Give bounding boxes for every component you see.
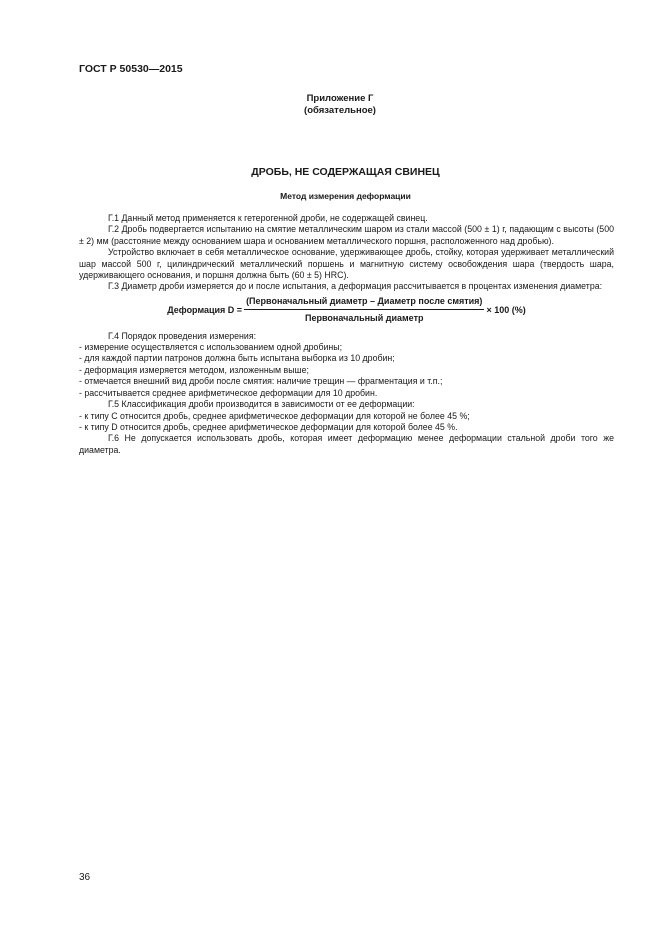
paragraph-device: Устройство включает в себя металлическое основание, удерживающее дробь, стойку, которая удерживает металлический шар массой 500 г, цилиндрический металлический поршень и магнитную систему освобождения шара (твердость шара, удерживающего основания, и поршня должна быть (60 ± 5) HRC). xyxy=(79,247,614,281)
appendix-heading xyxy=(19,93,661,117)
appendix-label: Приложение Г xyxy=(306,93,374,104)
page-number: 36 xyxy=(79,872,91,883)
list-item: - к типу D относится дробь, среднее арифметическое деформации для которой более 45 %. xyxy=(79,421,458,432)
document-body xyxy=(79,213,614,456)
appendix-status: (обязательное) xyxy=(304,105,376,116)
list-item: - для каждой партии патронов должна быть испытана выборка из 10 дробин; xyxy=(79,353,395,364)
paragraph-g6: Г.6 Не допускается использовать дробь, которая имеет деформацию менее деформации стальной дроби того же диаметра. xyxy=(79,433,614,455)
paragraph-g1: Г.1 Данный метод применяется к гетерогенной дроби, не содержащей свинец. xyxy=(108,213,428,223)
list-item: - рассчитывается среднее арифметическое деформации для 10 дробин. xyxy=(79,387,378,398)
formula-numerator: (Первоначальный диаметр – Диаметр после смятия) xyxy=(244,296,484,310)
formula-denominator: Первоначальный диаметр xyxy=(305,313,424,324)
list-item: - деформация измеряется методом, изложенным выше; xyxy=(79,364,309,375)
document-title: ДРОБЬ, НЕ СОДЕРЖАЩАЯ СВИНЕЦ xyxy=(251,166,440,178)
paragraph-g3: Г.3 Диаметр дроби измеряется до и после испытания, а деформация рассчитывается в процентах изменения диаметра: xyxy=(108,281,603,292)
formula-lhs: Деформация D = xyxy=(167,304,243,315)
document-standard-header: ГОСТ Р 50530—2015 xyxy=(79,63,183,75)
list-item: - отмечается внешний вид дроби после смятия: наличие трещин — фрагментация и т.п.; xyxy=(79,376,443,387)
paragraph-g2: Г.2 Дробь подвергается испытанию на смятие металлическим шаром из стали массой (500 ± 1) г, падающим с высоты (500 ± 2) мм (расстояние между основанием шара и основанием металлического поршня, расположенного над дробью). xyxy=(79,224,614,246)
deformation-formula xyxy=(79,296,614,325)
formula-rhs: × 100 (%) xyxy=(486,304,526,315)
paragraph-g5: Г.5 Классификация дроби производится в зависимости от ее деформации: xyxy=(108,399,415,410)
document-subtitle: Метод измерения деформации xyxy=(280,191,411,201)
list-item: - измерение осуществляется с использованием одной дробины; xyxy=(79,342,343,353)
list-item: - к типу С относится дробь, среднее арифметическое деформации для которой не более 45 %; xyxy=(79,410,470,421)
formula-fraction xyxy=(244,296,484,325)
paragraph-g4: Г.4 Порядок проведения измерения: xyxy=(108,330,257,341)
